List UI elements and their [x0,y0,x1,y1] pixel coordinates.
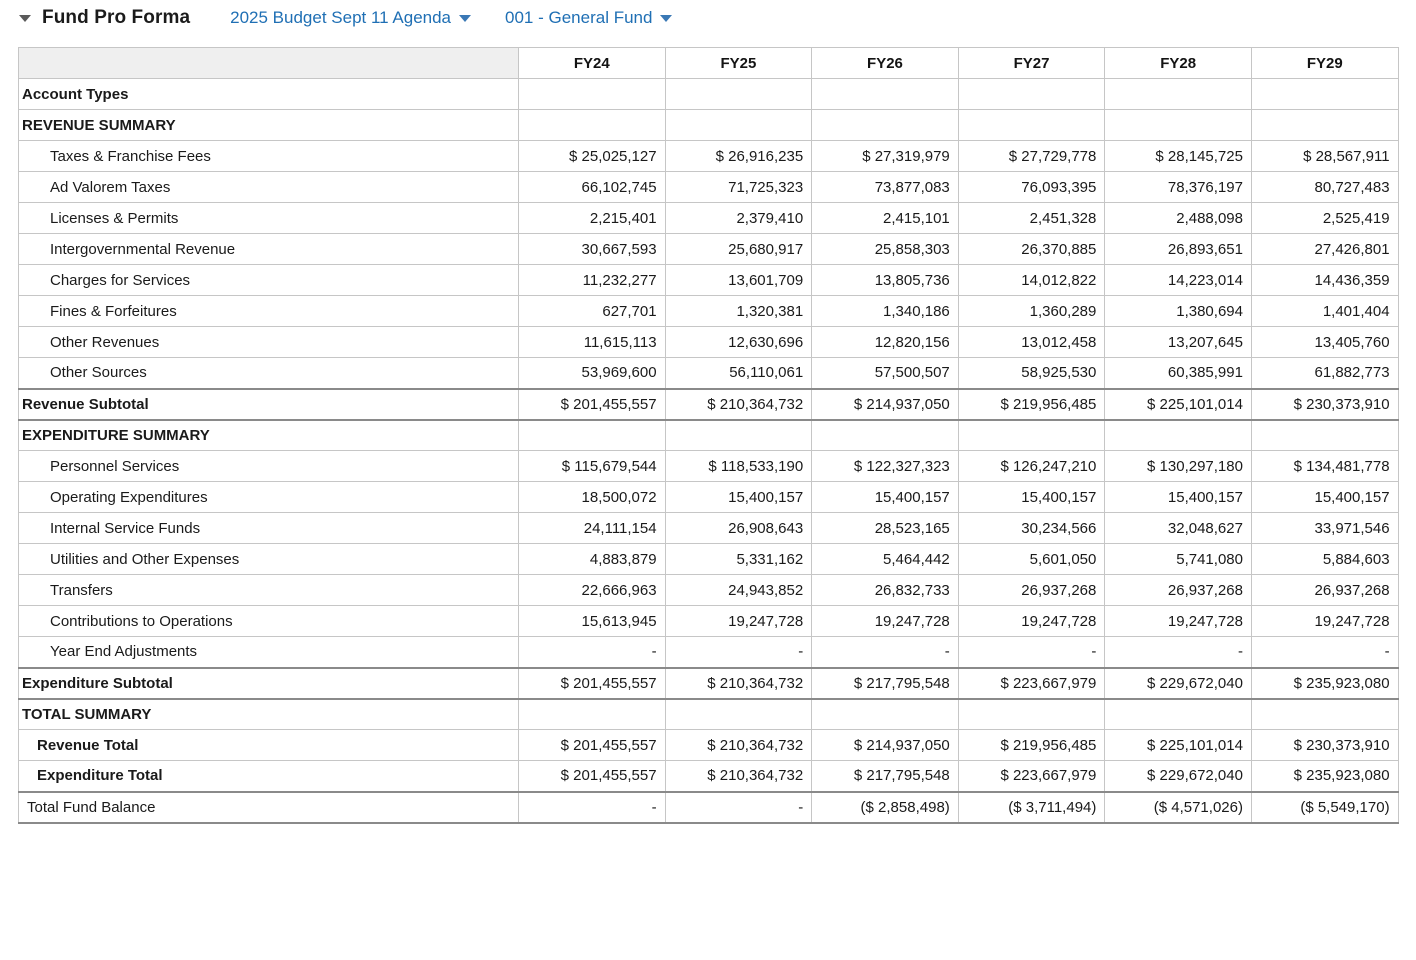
row-label: Operating Expenditures [19,482,519,513]
table-row[interactable] [19,265,1399,296]
table-row[interactable] [19,296,1399,327]
table-row[interactable] [19,513,1399,544]
cell-fy28[interactable]: $ 229,672,040 [1105,668,1252,699]
cell-fy29[interactable] [1251,699,1398,730]
cell-fy24[interactable]: - [519,637,666,668]
cell-fy25[interactable] [665,420,812,451]
cell-fy26[interactable]: ($ 2,858,498) [812,792,959,823]
cell-fy26[interactable]: $ 217,795,548 [812,668,959,699]
cell-fy28[interactable]: $ 130,297,180 [1105,451,1252,482]
table-row[interactable] [19,172,1399,203]
fund-dropdown[interactable] [505,8,672,28]
cell-fy28[interactable]: 26,893,651 [1105,234,1252,265]
table-corner-cell [19,48,519,79]
cell-fy25[interactable]: $ 118,533,190 [665,451,812,482]
cell-fy27[interactable] [958,420,1105,451]
cell-fy24[interactable]: 22,666,963 [519,575,666,606]
row-label: Expenditure Total [19,761,519,792]
table-row[interactable] [19,79,1399,110]
table-row[interactable] [19,451,1399,482]
cell-fy26[interactable]: 15,400,157 [812,482,959,513]
cell-fy28[interactable]: 60,385,991 [1105,358,1252,389]
page-header [0,0,1416,36]
cell-fy29[interactable]: 15,400,157 [1251,482,1398,513]
cell-fy25[interactable]: - [665,637,812,668]
table-row[interactable] [19,203,1399,234]
row-label: Total Fund Balance [19,792,519,823]
cell-fy28[interactable] [1105,420,1252,451]
cell-fy26[interactable]: 26,832,733 [812,575,959,606]
cell-fy26[interactable]: $ 27,319,979 [812,141,959,172]
cell-fy24[interactable]: 2,215,401 [519,203,666,234]
cell-fy27[interactable]: $ 219,956,485 [958,389,1105,420]
cell-fy26[interactable]: 19,247,728 [812,606,959,637]
column-header-fy27[interactable]: FY27 [958,48,1105,79]
scenario-dropdown-label: 2025 Budget Sept 11 Agenda [230,8,452,27]
cell-fy28[interactable]: 32,048,627 [1105,513,1252,544]
chevron-down-icon [660,15,672,22]
cell-fy28[interactable]: 14,223,014 [1105,265,1252,296]
cell-fy29[interactable]: 19,247,728 [1251,606,1398,637]
cell-fy29[interactable]: 61,882,773 [1251,358,1398,389]
fund-dropdown-label: 001 - General Fund [505,8,653,27]
cell-fy26[interactable]: $ 214,937,050 [812,389,959,420]
cell-fy26[interactable] [812,420,959,451]
table-row[interactable] [19,358,1399,389]
cell-fy29[interactable]: $ 28,567,911 [1251,141,1398,172]
cell-fy26[interactable]: $ 217,795,548 [812,761,959,792]
cell-fy29[interactable]: 1,401,404 [1251,296,1398,327]
cell-fy27[interactable]: 58,925,530 [958,358,1105,389]
table-header-row [19,48,1399,79]
cell-fy27[interactable]: 26,370,885 [958,234,1105,265]
row-label: Other Sources [19,358,519,389]
cell-fy27[interactable]: $ 223,667,979 [958,668,1105,699]
table-body [19,79,1399,823]
row-label: Utilities and Other Expenses [19,544,519,575]
row-label: Personnel Services [19,451,519,482]
page-title: Fund Pro Forma [42,7,191,28]
row-label: Other Revenues [19,327,519,358]
cell-fy24[interactable]: 11,232,277 [519,265,666,296]
table-row[interactable] [19,420,1399,451]
row-label: Expenditure Subtotal [19,668,519,699]
cell-fy28[interactable] [1105,699,1252,730]
cell-fy26[interactable]: $ 214,937,050 [812,730,959,761]
caret-down-icon[interactable] [18,11,32,25]
cell-fy29[interactable]: $ 230,373,910 [1251,730,1398,761]
cell-fy26[interactable] [812,699,959,730]
cell-fy28[interactable]: ($ 4,571,026) [1105,792,1252,823]
row-label: Charges for Services [19,265,519,296]
cell-fy25[interactable]: 15,400,157 [665,482,812,513]
cell-fy29[interactable]: 33,971,546 [1251,513,1398,544]
cell-fy28[interactable]: 5,741,080 [1105,544,1252,575]
table-row[interactable] [19,668,1399,699]
cell-fy24[interactable]: $ 25,025,127 [519,141,666,172]
cell-fy26[interactable]: 1,340,186 [812,296,959,327]
cell-fy27[interactable] [958,699,1105,730]
cell-fy29[interactable] [1251,420,1398,451]
cell-fy27[interactable]: 76,093,395 [958,172,1105,203]
cell-fy25[interactable]: - [665,792,812,823]
pro-forma-table-container [18,47,1398,824]
cell-fy24[interactable]: $ 115,679,544 [519,451,666,482]
table-row[interactable] [19,699,1399,730]
cell-fy29[interactable]: $ 235,923,080 [1251,668,1398,699]
cell-fy25[interactable]: 1,320,381 [665,296,812,327]
cell-fy24[interactable]: 24,111,154 [519,513,666,544]
row-label: Ad Valorem Taxes [19,172,519,203]
table-row[interactable] [19,327,1399,358]
cell-fy26[interactable]: 73,877,083 [812,172,959,203]
cell-fy24[interactable]: $ 201,455,557 [519,761,666,792]
cell-fy26[interactable]: 12,820,156 [812,327,959,358]
cell-fy25[interactable]: 24,943,852 [665,575,812,606]
table-row[interactable] [19,637,1399,668]
row-label: Contributions to Operations [19,606,519,637]
cell-fy24[interactable]: 4,883,879 [519,544,666,575]
cell-fy27[interactable]: $ 219,956,485 [958,730,1105,761]
cell-fy28[interactable]: 26,937,268 [1105,575,1252,606]
cell-fy29[interactable]: $ 134,481,778 [1251,451,1398,482]
cell-fy24[interactable]: $ 201,455,557 [519,668,666,699]
cell-fy25[interactable]: 12,630,696 [665,327,812,358]
cell-fy24[interactable] [519,699,666,730]
cell-fy25[interactable]: $ 210,364,732 [665,761,812,792]
cell-fy24[interactable] [519,110,666,141]
column-header-fy25[interactable]: FY25 [665,48,812,79]
cell-fy25[interactable]: 26,908,643 [665,513,812,544]
cell-fy29[interactable]: ($ 5,549,170) [1251,792,1398,823]
row-label: REVENUE SUMMARY [19,110,519,141]
cell-fy27[interactable]: 1,360,289 [958,296,1105,327]
cell-fy28[interactable]: 78,376,197 [1105,172,1252,203]
row-label: Revenue Total [19,730,519,761]
cell-fy28[interactable]: $ 229,672,040 [1105,761,1252,792]
cell-fy25[interactable]: 13,601,709 [665,265,812,296]
cell-fy25[interactable]: 25,680,917 [665,234,812,265]
cell-fy29[interactable]: $ 235,923,080 [1251,761,1398,792]
cell-fy25[interactable] [665,110,812,141]
cell-fy28[interactable]: $ 28,145,725 [1105,141,1252,172]
cell-fy25[interactable]: $ 210,364,732 [665,730,812,761]
cell-fy27[interactable]: 19,247,728 [958,606,1105,637]
cell-fy29[interactable]: 14,436,359 [1251,265,1398,296]
cell-fy24[interactable]: 66,102,745 [519,172,666,203]
row-label: EXPENDITURE SUMMARY [19,420,519,451]
cell-fy29[interactable]: 26,937,268 [1251,575,1398,606]
cell-fy25[interactable]: 19,247,728 [665,606,812,637]
cell-fy26[interactable]: - [812,637,959,668]
cell-fy25[interactable]: 2,379,410 [665,203,812,234]
row-label: Account Types [19,79,519,110]
cell-fy24[interactable]: 53,969,600 [519,358,666,389]
table-row[interactable] [19,110,1399,141]
cell-fy25[interactable] [665,79,812,110]
cell-fy28[interactable]: 15,400,157 [1105,482,1252,513]
cell-fy29[interactable]: - [1251,637,1398,668]
column-header-fy29[interactable]: FY29 [1251,48,1398,79]
cell-fy27[interactable] [958,110,1105,141]
cell-fy26[interactable]: 13,805,736 [812,265,959,296]
cell-fy28[interactable]: - [1105,637,1252,668]
table-row[interactable] [19,389,1399,420]
cell-fy28[interactable]: $ 225,101,014 [1105,389,1252,420]
table-header [19,48,1399,79]
cell-fy26[interactable]: 2,415,101 [812,203,959,234]
cell-fy24[interactable]: 18,500,072 [519,482,666,513]
row-label: Internal Service Funds [19,513,519,544]
cell-fy26[interactable] [812,110,959,141]
cell-fy25[interactable]: $ 210,364,732 [665,668,812,699]
cell-fy27[interactable]: 13,012,458 [958,327,1105,358]
cell-fy28[interactable]: 2,488,098 [1105,203,1252,234]
cell-fy29[interactable]: 2,525,419 [1251,203,1398,234]
cell-fy24[interactable]: 15,613,945 [519,606,666,637]
row-label: TOTAL SUMMARY [19,699,519,730]
table-row[interactable] [19,761,1399,792]
cell-fy28[interactable]: 13,207,645 [1105,327,1252,358]
cell-fy28[interactable]: 1,380,694 [1105,296,1252,327]
cell-fy25[interactable]: 71,725,323 [665,172,812,203]
row-label: Revenue Subtotal [19,389,519,420]
cell-fy27[interactable]: 26,937,268 [958,575,1105,606]
table-row[interactable] [19,544,1399,575]
cell-fy27[interactable]: 15,400,157 [958,482,1105,513]
cell-fy29[interactable]: 13,405,760 [1251,327,1398,358]
cell-fy27[interactable]: ($ 3,711,494) [958,792,1105,823]
cell-fy25[interactable]: $ 26,916,235 [665,141,812,172]
chevron-down-icon [459,15,471,22]
cell-fy28[interactable] [1105,110,1252,141]
cell-fy29[interactable]: 5,884,603 [1251,544,1398,575]
cell-fy26[interactable]: 28,523,165 [812,513,959,544]
row-label: Taxes & Franchise Fees [19,141,519,172]
cell-fy27[interactable] [958,79,1105,110]
cell-fy25[interactable]: $ 210,364,732 [665,389,812,420]
cell-fy24[interactable]: 30,667,593 [519,234,666,265]
table-row[interactable] [19,141,1399,172]
column-header-fy26[interactable]: FY26 [812,48,959,79]
cell-fy27[interactable]: $ 223,667,979 [958,761,1105,792]
cell-fy27[interactable]: $ 126,247,210 [958,451,1105,482]
row-label: Licenses & Permits [19,203,519,234]
cell-fy26[interactable]: 57,500,507 [812,358,959,389]
table-row[interactable] [19,792,1399,823]
cell-fy26[interactable] [812,79,959,110]
cell-fy24[interactable] [519,79,666,110]
cell-fy28[interactable] [1105,79,1252,110]
cell-fy29[interactable] [1251,79,1398,110]
cell-fy24[interactable] [519,420,666,451]
cell-fy27[interactable]: 5,601,050 [958,544,1105,575]
cell-fy24[interactable]: $ 201,455,557 [519,730,666,761]
cell-fy24[interactable]: 627,701 [519,296,666,327]
column-header-fy24[interactable]: FY24 [519,48,666,79]
cell-fy24[interactable]: $ 201,455,557 [519,389,666,420]
cell-fy26[interactable]: 5,464,442 [812,544,959,575]
column-header-fy28[interactable]: FY28 [1105,48,1252,79]
table-row[interactable] [19,575,1399,606]
pro-forma-table [18,47,1399,824]
row-label: Fines & Forfeitures [19,296,519,327]
cell-fy24[interactable]: 11,615,113 [519,327,666,358]
cell-fy29[interactable]: 27,426,801 [1251,234,1398,265]
cell-fy28[interactable]: $ 225,101,014 [1105,730,1252,761]
cell-fy25[interactable]: 56,110,061 [665,358,812,389]
scenario-dropdown[interactable] [230,8,471,28]
cell-fy29[interactable]: $ 230,373,910 [1251,389,1398,420]
cell-fy27[interactable]: $ 27,729,778 [958,141,1105,172]
row-label: Year End Adjustments [19,637,519,668]
cell-fy27[interactable]: 2,451,328 [958,203,1105,234]
cell-fy27[interactable]: 14,012,822 [958,265,1105,296]
cell-fy29[interactable]: 80,727,483 [1251,172,1398,203]
cell-fy25[interactable] [665,699,812,730]
table-row[interactable] [19,234,1399,265]
cell-fy26[interactable]: 25,858,303 [812,234,959,265]
cell-fy24[interactable]: - [519,792,666,823]
cell-fy27[interactable]: 30,234,566 [958,513,1105,544]
cell-fy29[interactable] [1251,110,1398,141]
cell-fy26[interactable]: $ 122,327,323 [812,451,959,482]
table-row[interactable] [19,606,1399,637]
table-row[interactable] [19,730,1399,761]
row-label: Intergovernmental Revenue [19,234,519,265]
row-label: Transfers [19,575,519,606]
cell-fy28[interactable]: 19,247,728 [1105,606,1252,637]
cell-fy25[interactable]: 5,331,162 [665,544,812,575]
table-row[interactable] [19,482,1399,513]
cell-fy27[interactable]: - [958,637,1105,668]
